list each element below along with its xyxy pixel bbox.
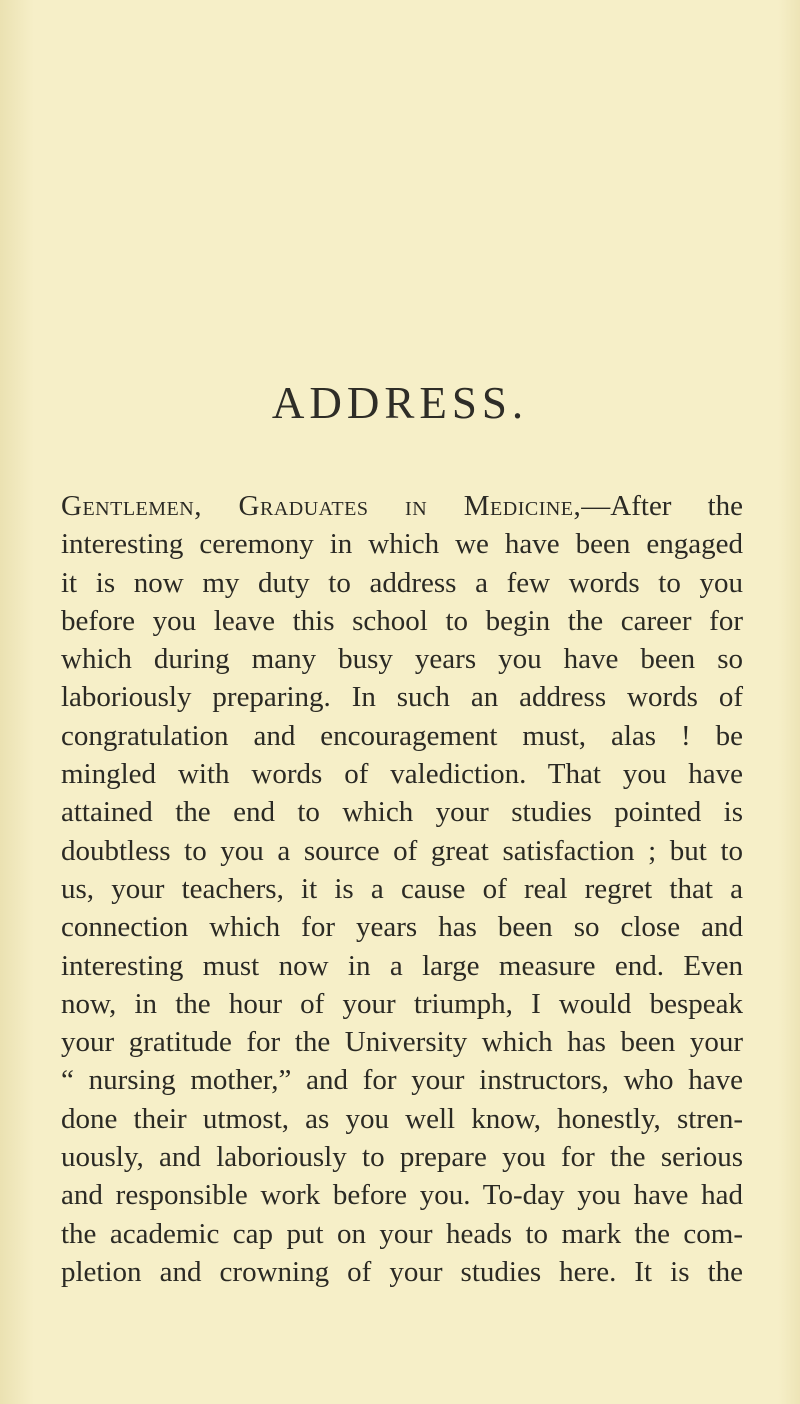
- text-line: mingled with words of valediction. That you have: [61, 758, 743, 791]
- text-line: congratulation and encouragement must, alas ! be: [61, 719, 743, 752]
- text-line: and responsible work before you. To-day you have had: [61, 1179, 743, 1212]
- text-line: your gratitude for the University which has been your: [61, 1026, 743, 1059]
- text-line: which during many busy years you have been so: [61, 643, 743, 676]
- text-line: connection which for years has been so close and: [61, 911, 743, 944]
- text-line: before you leave this school to begin the career for: [61, 604, 743, 637]
- text-line: interesting ceremony in which we have been engaged: [61, 528, 743, 561]
- text-line: laboriously preparing. In such an address words of: [61, 681, 743, 714]
- text-line: doubtless to you a source of great satisfaction ; but to: [61, 834, 743, 867]
- text-line: us, your teachers, it is a cause of real regret that a: [61, 872, 743, 905]
- text-line: done their utmost, as you well know, honestly, stren-: [61, 1102, 743, 1135]
- text-line: now, in the hour of your triumph, I would bespeak: [61, 987, 743, 1020]
- text-line-fragment: —After the: [581, 490, 743, 522]
- text-line: pletion and crowning of your studies here. It is the: [61, 1255, 743, 1288]
- page-heading: ADDRESS.: [271, 378, 529, 428]
- text-line: the academic cap put on your heads to mark the com-: [61, 1217, 743, 1250]
- text-line: attained the end to which your studies pointed is: [61, 796, 743, 829]
- text-line: interesting must now in a large measure end. Even: [61, 949, 743, 982]
- text-line: “ nursing mother,” and for your instructors, who have: [61, 1064, 743, 1097]
- text-line: it is now my duty to address a few words to you: [61, 566, 743, 599]
- address-body: [61, 487, 743, 1291]
- salutation: Gentlemen, Graduates in Medicine,: [61, 490, 582, 522]
- text-line: [61, 487, 743, 525]
- text-line: uously, and laboriously to prepare you for the serious: [61, 1141, 743, 1174]
